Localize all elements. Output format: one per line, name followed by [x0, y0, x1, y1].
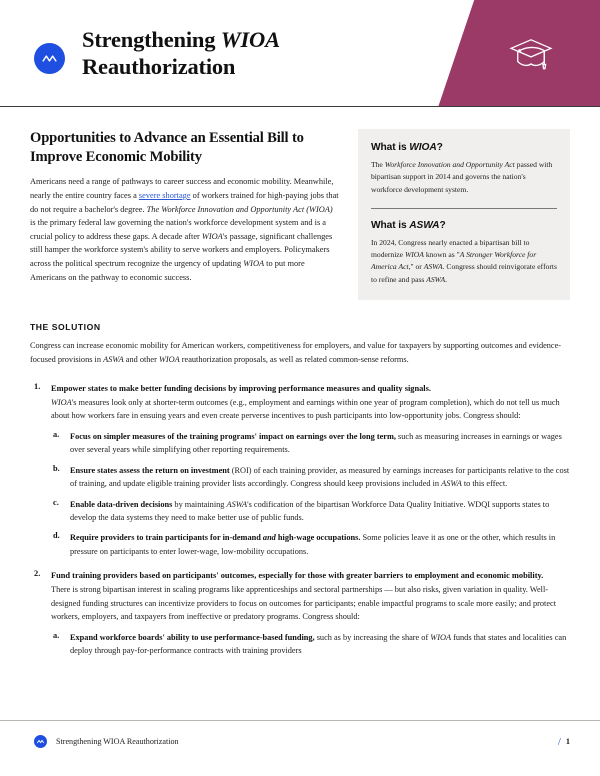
page-title-line1-italic: WIOA [220, 27, 280, 52]
intro-text-4: 's passage, significant challenges still hamper the workforce system's ability to serve workers and employers. Policymakers across the political spectrum recognize the urgency of updating [30, 231, 333, 268]
item-1b [70, 464, 570, 491]
page-footer [0, 720, 600, 776]
item-1c-bold: Enable data-driven decisions [70, 499, 173, 509]
solution-text-1: Congress can increase economic mobility for American workers, competitiveness for employers, and value for taxpayers by supporting outcomes and evidence-focused provisions in [30, 341, 562, 364]
av-logo-icon [34, 43, 65, 74]
sidebar-box-aswa-heading [371, 220, 557, 231]
item-2a-rest-1: such as by increasing the share of [314, 632, 431, 642]
item-1d-bold [70, 533, 360, 542]
item-1-sublist [51, 430, 570, 559]
item-1c [70, 498, 570, 525]
item-2-body: There is strong bipartisan interest in scaling programs like apprenticeships and sectoral partnerships — but also risks, given variation in quality. Well-designed funding structures can incentivize providers to focus on outcomes for participants; enable impactful programs to scale more easily; and protect workers, employers, and taxpayers from ineffective or predatory programs. Congress should: [51, 585, 557, 622]
list-item [30, 382, 570, 558]
sidebar-aswa-text-3: ," or [408, 262, 424, 272]
sidebar-column [358, 129, 570, 300]
sidebar-box-aswa-heading-suffix: ? [439, 219, 446, 231]
item-1a-rest: such as measuring increases in earnings or wages over several years while simplifying other reporting requirements. [70, 431, 562, 455]
item-1c-italic: ASWA [226, 499, 248, 509]
page-body [0, 107, 600, 658]
item-1a-bold: Focus on simpler measures of the training programs' impact on earnings over the long term, [70, 431, 396, 441]
item-2-sublist [51, 631, 570, 658]
item-2a-bold: Expand workforce boards' ability to use performance-based funding, [70, 632, 315, 642]
list-item [51, 631, 570, 658]
solution-intro [30, 339, 570, 366]
footer-separator: / [557, 735, 561, 748]
list-item [51, 498, 570, 525]
sidebar-wioa-text-1: The [371, 160, 385, 169]
sidebar-aswa-text-4: . Congress should reinvigorate efforts to refine and pass [371, 262, 557, 284]
intro-text-5: to put more Americans on the pathway to economic success. [30, 258, 305, 282]
solution-section [30, 322, 570, 657]
intro-italic-2: WIOA [201, 231, 223, 241]
item-2a [70, 631, 570, 658]
solution-text-2: and other [123, 354, 159, 364]
sidebar-aswa-text-1: In 2024, Congress nearly enacted a bipartisan bill to modernize [371, 237, 530, 260]
graduation-cap-icon [508, 36, 554, 72]
top-columns [30, 107, 570, 300]
intro-text-2: of workers trained for high-paying jobs that do not require a bachelor's degree. [30, 190, 339, 214]
item-1a [70, 430, 570, 457]
page-title-line2: Reauthorization [82, 54, 236, 80]
sidebar-box-wioa-heading-plain: What is [371, 142, 410, 153]
item-1-body-rest: 's measures look only at shorter-term outcomes (e.g., employment and earnings within one year of program completion), which do not tell us much about how workers fare in ensuing years and even create perverse incentives to push participants into low-opportunity jobs. Congress should: [51, 397, 560, 421]
item-1d-rest: Some policies leave it as one or the other, which results in pressure on participants to enter lower-wage, low-mobility occupations. [70, 533, 556, 556]
item-1d-bold-1: Require providers to train participants for in-demand [70, 533, 263, 543]
intro-paragraph [30, 175, 340, 284]
sidebar-box-wioa-heading-suffix: ? [436, 142, 443, 153]
page-title [82, 26, 412, 81]
intro-italic-1: The Workforce Innovation and Opportunity Act (WIOA) [146, 204, 333, 214]
sidebar-aswa-italic-3: ASWA [423, 262, 443, 272]
list-item [51, 464, 570, 491]
sidebar-aswa-text-2: known as " [423, 250, 460, 260]
footer-page-indicator [558, 736, 570, 748]
sidebar-aswa-italic-4: ASWA [426, 274, 446, 284]
sidebar-box-aswa-heading-plain: What is [371, 219, 410, 231]
intro-column [30, 129, 340, 284]
sidebar-aswa-italic-1: WIOA [404, 250, 424, 260]
intro-text-1: Americans need a range of pathways to career success and economic mobility. Meanwhile, nearly the entire country faces a [30, 177, 334, 200]
severe-shortage-link[interactable]: severe shortage [138, 190, 191, 200]
page-title-line1-plain: Strengthening [82, 27, 221, 52]
item-1d-bold-italic: and [262, 533, 276, 543]
item-1b-italic: ASWA [441, 479, 462, 489]
item-1b-rest-2: to this effect. [461, 479, 508, 489]
sidebar-box-aswa-heading-italic: ASWA [409, 219, 440, 231]
solution-italic-2: WIOA [158, 354, 180, 364]
item-1d [70, 531, 570, 558]
sidebar-wioa-text-2: passed with bipartisan support in 2014 and governs the nation's workforce development system. [371, 160, 553, 194]
sidebar-box-wioa-heading-italic: WIOA [409, 142, 437, 153]
sidebar-box-wioa-heading [371, 142, 557, 153]
list-item [51, 430, 570, 457]
recommendations-list [30, 382, 570, 658]
item-1-heading: Empower states to make better funding decisions by improving performance measures and quality signals. [51, 383, 431, 393]
sidebar-box-aswa-body [371, 237, 557, 286]
item-1b-rest-1: (ROI) of each training provider, as measured by earnings increases for participants relative to the cost of training, and update eligible training provider lists accordingly. Congress should keep provisions included in [70, 465, 570, 489]
list-item [51, 531, 570, 558]
item-1d-bold-2: high-wage occupations. [275, 533, 361, 543]
intro-italic-3: WIOA [243, 258, 265, 268]
item-1b-bold: Ensure states assess the return on investment [70, 465, 230, 475]
solution-italic-1: ASWA [103, 354, 124, 364]
item-1-body [51, 396, 570, 423]
sidebar-box-wioa [358, 129, 570, 208]
document-title: Opportunities to Advance an Essential Bill to Improve Economic Mobility [30, 130, 304, 165]
item-1c-rest-2: 's codification of the bipartisan Workforce Data Quality Initiative. WDQI supports states to develop the data systems they need to make better use of public funds. [70, 499, 550, 523]
footer-inner [0, 721, 600, 748]
list-item [30, 569, 570, 657]
footer-title: Strengthening WIOA Reauthorization [56, 737, 179, 746]
solution-heading: THE SOLUTION [30, 322, 101, 333]
item-1-body-italic: WIOA [51, 397, 72, 407]
sidebar-wioa-italic: Workforce Innovation and Opportunity Act [384, 160, 515, 169]
sidebar-aswa-italic-2: A Stronger Workforce for America Act [371, 250, 537, 272]
sidebar-box-aswa [358, 209, 570, 300]
av-logo-icon [34, 735, 47, 748]
footer-page-number: 1 [565, 737, 570, 746]
sidebar-box-wioa-body [371, 159, 557, 196]
sidebar-aswa-text-5: . [445, 274, 448, 284]
item-2a-rest-2: funds that states and localities can deploy through pay-for-performance contracts with training providers [70, 632, 567, 656]
page-header [0, 0, 600, 107]
sidebar-boxes [358, 129, 570, 300]
item-2-heading: Fund training providers based on participants' outcomes, especially for those with greater barriers to employment and economic mobility. [51, 571, 544, 581]
intro-text-3: is the primary federal law governing the nation's workforce development system and is a crucial policy to address these gaps. A decade after [30, 218, 326, 241]
item-2a-italic: WIOA [430, 632, 452, 642]
solution-text-3: reauthorization proposals, as well as related common-sense reforms. [179, 354, 409, 364]
item-1c-rest-1: by maintaining [172, 499, 227, 509]
